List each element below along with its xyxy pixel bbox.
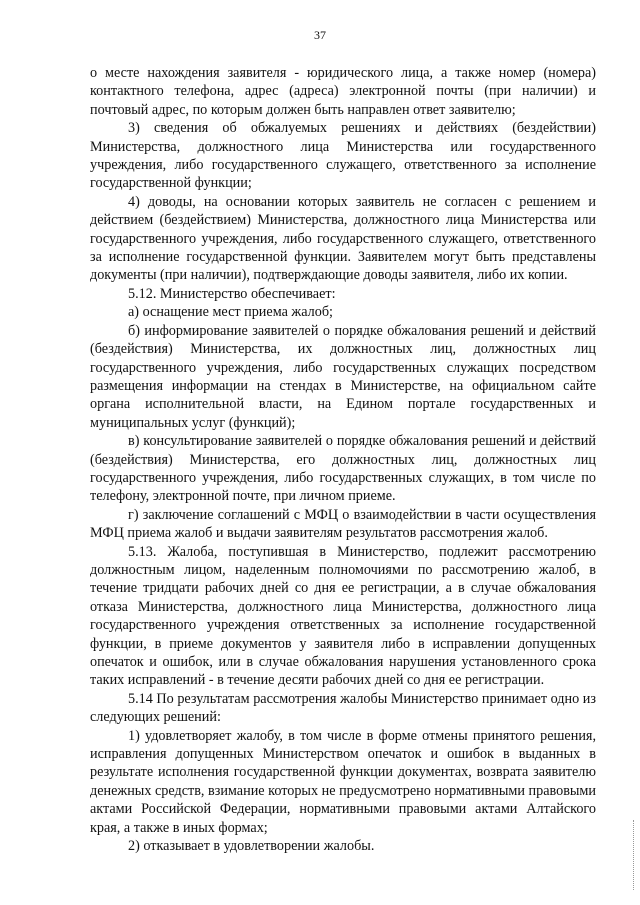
paragraph-5-13: 5.13. Жалоба, поступившая в Министерство, подлежит рассмотрению должностным лицом, наделенным полномочиями по рассмотрению жалоб, в течение тридцати рабочих дней со дня ее регистрации, а в случае обжалования отказа Министерства, должностного лица Министерства, должностного лица государственного учреждения ответственных за исполнение государственной функции, в приеме документов у заявителя либо в исправлении допущенных опечаток и ошибок, или в случае обжалования нарушения установленного срока таких исправлений - в течение десяти рабочих дней со дня ее регистрации. [90, 543, 596, 689]
paragraph-5-12: 5.12. Министерство обеспечивает: [128, 285, 336, 302]
paragraph-5-14-item-2: 2) отказывает в удовлетворении жалобы. [128, 838, 375, 855]
paragraph-5-12-b: б) информирование заявителей о порядке обжалования решений и действий (бездействия) Министерства, их должностных лиц, должностных лиц государственного учреждения, либо государственных служащих посредством размещения информации на стендах в Министерстве, на официальном сайте органа исполнительной власти, на Едином портале государственных и муниципальных услуг (функций); [90, 322, 596, 431]
document-body [90, 64, 596, 855]
paragraph-5-12-a: а) оснащение мест приема жалоб; [128, 304, 333, 321]
page-number: 37 [314, 28, 326, 42]
paragraph-5-14-item-1: 1) удовлетворяет жалобу, в том числе в форме отмены принятого решения, исправления допущенных Министерством опечаток и ошибок в выданных в результате исполнения государственной функции документах, возврата заявителю денежных средств, взимание которых не предусмотрено нормативными правовыми актами Российской Федерации, нормативными правовыми актами Алтайского края, а также в иных формах; [90, 727, 596, 836]
paragraph-5-14: 5.14 По результатам рассмотрения жалобы Министерство принимает одно из следующих решений: [90, 690, 596, 726]
paragraph-5-12-v: в) консультирование заявителей о порядке обжалования решений и действий (бездействия) Министерства, его должностных лиц, должностных лиц государственного учреждения, либо государственных служащих, в том числе по телефону, электронной почте, при личном приеме. [90, 433, 596, 505]
paragraph-item-3: 3) сведения об обжалуемых решениях и действиях (бездействии) Министерства, должностного лица Министерства или государственного учреждения, либо государственного служащего, ответственного за исполнение государственной функции; [90, 120, 596, 192]
paragraph-5-12-g: г) заключение соглашений с МФЦ о взаимодействии в части осуществления МФЦ приема жалоб и выдачи заявителям результатов рассмотрения жалоб. [90, 506, 596, 542]
scan-edge-mark [633, 820, 636, 890]
paragraph-continuation: о месте нахождения заявителя - юридического лица, а также номер (номера) контактного телефона, адрес (адреса) электронной почты (при наличии) и почтовый адрес, по которым должен быть направлен ответ заявителю; [90, 65, 596, 118]
paragraph-item-4: 4) доводы, на основании которых заявитель не согласен с решением и действием (бездействием) Министерства, должностного лица Министерства или государственного учреждения, либо государственного служащего, ответственного за исполнение государственной функции. Заявителем могут быть представлены документы (при наличии), подтверждающие доводы заявителя, либо их копии. [90, 193, 596, 284]
